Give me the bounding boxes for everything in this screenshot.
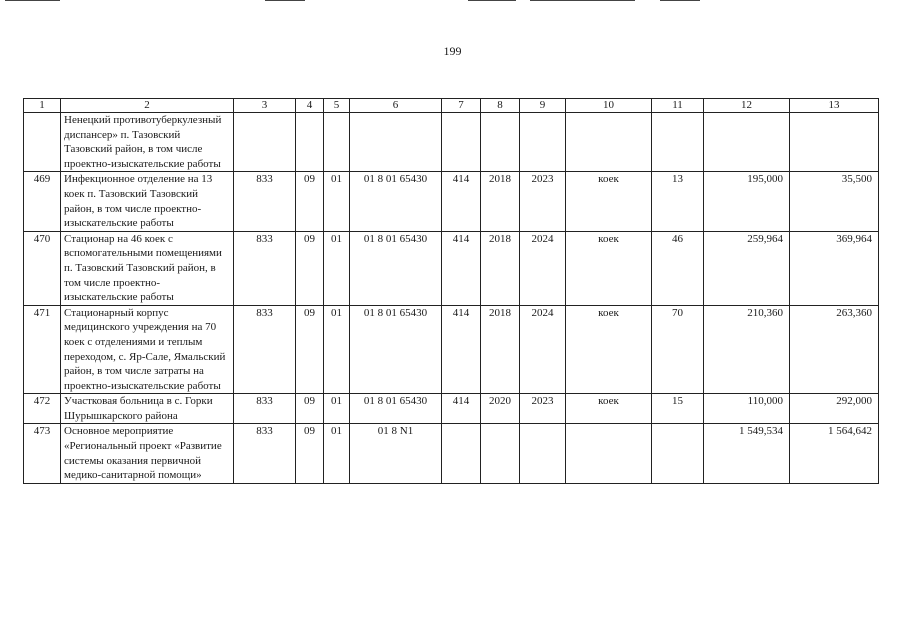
- cell-end-year: 2023: [520, 172, 566, 231]
- row-number: 471: [24, 305, 61, 394]
- cell-unit: коек: [566, 394, 652, 424]
- cell-expense-type: [442, 424, 481, 483]
- cell-code: 833: [234, 424, 296, 483]
- budget-table: [23, 98, 879, 484]
- scan-edge-line: [660, 0, 700, 1]
- col-header: 12: [704, 99, 790, 113]
- cell-target-article: 01 8 01 65430: [350, 305, 442, 394]
- col-header: 10: [566, 99, 652, 113]
- page-number: 199: [443, 44, 462, 58]
- cell-target-article: 01 8 01 65430: [350, 394, 442, 424]
- cell-code: 833: [234, 394, 296, 424]
- cell-end-year: [520, 113, 566, 172]
- cell-start-year: [481, 424, 520, 483]
- cell-expense-type: 414: [442, 172, 481, 231]
- cell-unit: коек: [566, 172, 652, 231]
- cell-amount-1: 1 549,534: [704, 424, 790, 483]
- col-header: 7: [442, 99, 481, 113]
- object-name: Стационар на 46 коек с вспомогательными помещениями п. Тазовский Тазовский район, в том числе проектно-изыскательские работы: [61, 231, 234, 305]
- cell-end-year: 2023: [520, 394, 566, 424]
- cell-target-article: 01 8 N1: [350, 424, 442, 483]
- cell-subsection: 01: [324, 424, 350, 483]
- col-header: 8: [481, 99, 520, 113]
- row-number: [24, 113, 61, 172]
- cell-code: 833: [234, 172, 296, 231]
- cell-subsection: 01: [324, 394, 350, 424]
- cell-section: 09: [296, 172, 324, 231]
- scan-edge-line: [530, 0, 635, 1]
- cell-amount-1: [704, 113, 790, 172]
- cell-amount-2: 292,000: [790, 394, 879, 424]
- cell-section: [296, 113, 324, 172]
- cell-capacity: 13: [652, 172, 704, 231]
- header-row: [24, 99, 879, 113]
- table-row: [24, 424, 879, 483]
- cell-capacity: 15: [652, 394, 704, 424]
- col-header: 11: [652, 99, 704, 113]
- table-row: [24, 172, 879, 231]
- object-name: Инфекционное отделение на 13 коек п. Тазовский Тазовский район, в том числе проектно-изыскательские работы: [61, 172, 234, 231]
- cell-section: 09: [296, 305, 324, 394]
- cell-amount-1: 110,000: [704, 394, 790, 424]
- cell-code: 833: [234, 305, 296, 394]
- cell-unit: коек: [566, 231, 652, 305]
- cell-amount-1: 195,000: [704, 172, 790, 231]
- cell-amount-2: 369,964: [790, 231, 879, 305]
- cell-amount-2: 35,500: [790, 172, 879, 231]
- cell-amount-2: [790, 113, 879, 172]
- cell-amount-2: 263,360: [790, 305, 879, 394]
- cell-expense-type: 414: [442, 305, 481, 394]
- col-header: 9: [520, 99, 566, 113]
- table-row: [24, 305, 879, 394]
- cell-expense-type: 414: [442, 394, 481, 424]
- cell-section: 09: [296, 231, 324, 305]
- cell-end-year: 2024: [520, 231, 566, 305]
- col-header: 4: [296, 99, 324, 113]
- cell-end-year: [520, 424, 566, 483]
- cell-unit: коек: [566, 305, 652, 394]
- cell-subsection: [324, 113, 350, 172]
- col-header: 6: [350, 99, 442, 113]
- cell-end-year: 2024: [520, 305, 566, 394]
- row-number: 469: [24, 172, 61, 231]
- cell-subsection: 01: [324, 172, 350, 231]
- cell-capacity: [652, 113, 704, 172]
- cell-start-year: 2018: [481, 172, 520, 231]
- scan-edge-line: [265, 0, 305, 1]
- cell-code: 833: [234, 231, 296, 305]
- cell-subsection: 01: [324, 305, 350, 394]
- cell-expense-type: [442, 113, 481, 172]
- cell-capacity: 70: [652, 305, 704, 394]
- scan-edge-line: [468, 0, 516, 1]
- cell-target-article: 01 8 01 65430: [350, 172, 442, 231]
- table-row: [24, 113, 879, 172]
- cell-capacity: [652, 424, 704, 483]
- col-header: 3: [234, 99, 296, 113]
- cell-amount-1: 210,360: [704, 305, 790, 394]
- cell-section: 09: [296, 424, 324, 483]
- cell-start-year: 2018: [481, 305, 520, 394]
- col-header: 5: [324, 99, 350, 113]
- object-name: Ненецкий противотуберкулезный диспансер» п. Тазовский Тазовский район, в том числе проектно-изыскательские работы: [61, 113, 234, 172]
- cell-amount-2: 1 564,642: [790, 424, 879, 483]
- cell-unit: [566, 424, 652, 483]
- table-row: [24, 394, 879, 424]
- col-header: 13: [790, 99, 879, 113]
- col-header: 2: [61, 99, 234, 113]
- cell-expense-type: 414: [442, 231, 481, 305]
- cell-start-year: [481, 113, 520, 172]
- row-number: 470: [24, 231, 61, 305]
- object-name: Участковая больница в с. Горки Шурышкарского района: [61, 394, 234, 424]
- cell-target-article: [350, 113, 442, 172]
- cell-section: 09: [296, 394, 324, 424]
- object-name: Стационарный корпус медицинского учреждения на 70 коек с отделениями и теплым переходом, с. Яр-Сале, Ямальский район, в том числе затраты на проектно-изыскательские работы: [61, 305, 234, 394]
- cell-subsection: 01: [324, 231, 350, 305]
- cell-amount-1: 259,964: [704, 231, 790, 305]
- col-header: 1: [24, 99, 61, 113]
- row-number: 472: [24, 394, 61, 424]
- cell-unit: [566, 113, 652, 172]
- cell-target-article: 01 8 01 65430: [350, 231, 442, 305]
- cell-start-year: 2020: [481, 394, 520, 424]
- scan-edge-line: [5, 0, 60, 1]
- cell-capacity: 46: [652, 231, 704, 305]
- table-row: [24, 231, 879, 305]
- cell-start-year: 2018: [481, 231, 520, 305]
- row-number: 473: [24, 424, 61, 483]
- cell-code: [234, 113, 296, 172]
- object-name: Основное мероприятие «Региональный проект «Развитие системы оказания первичной медико-санитарной помощи»: [61, 424, 234, 483]
